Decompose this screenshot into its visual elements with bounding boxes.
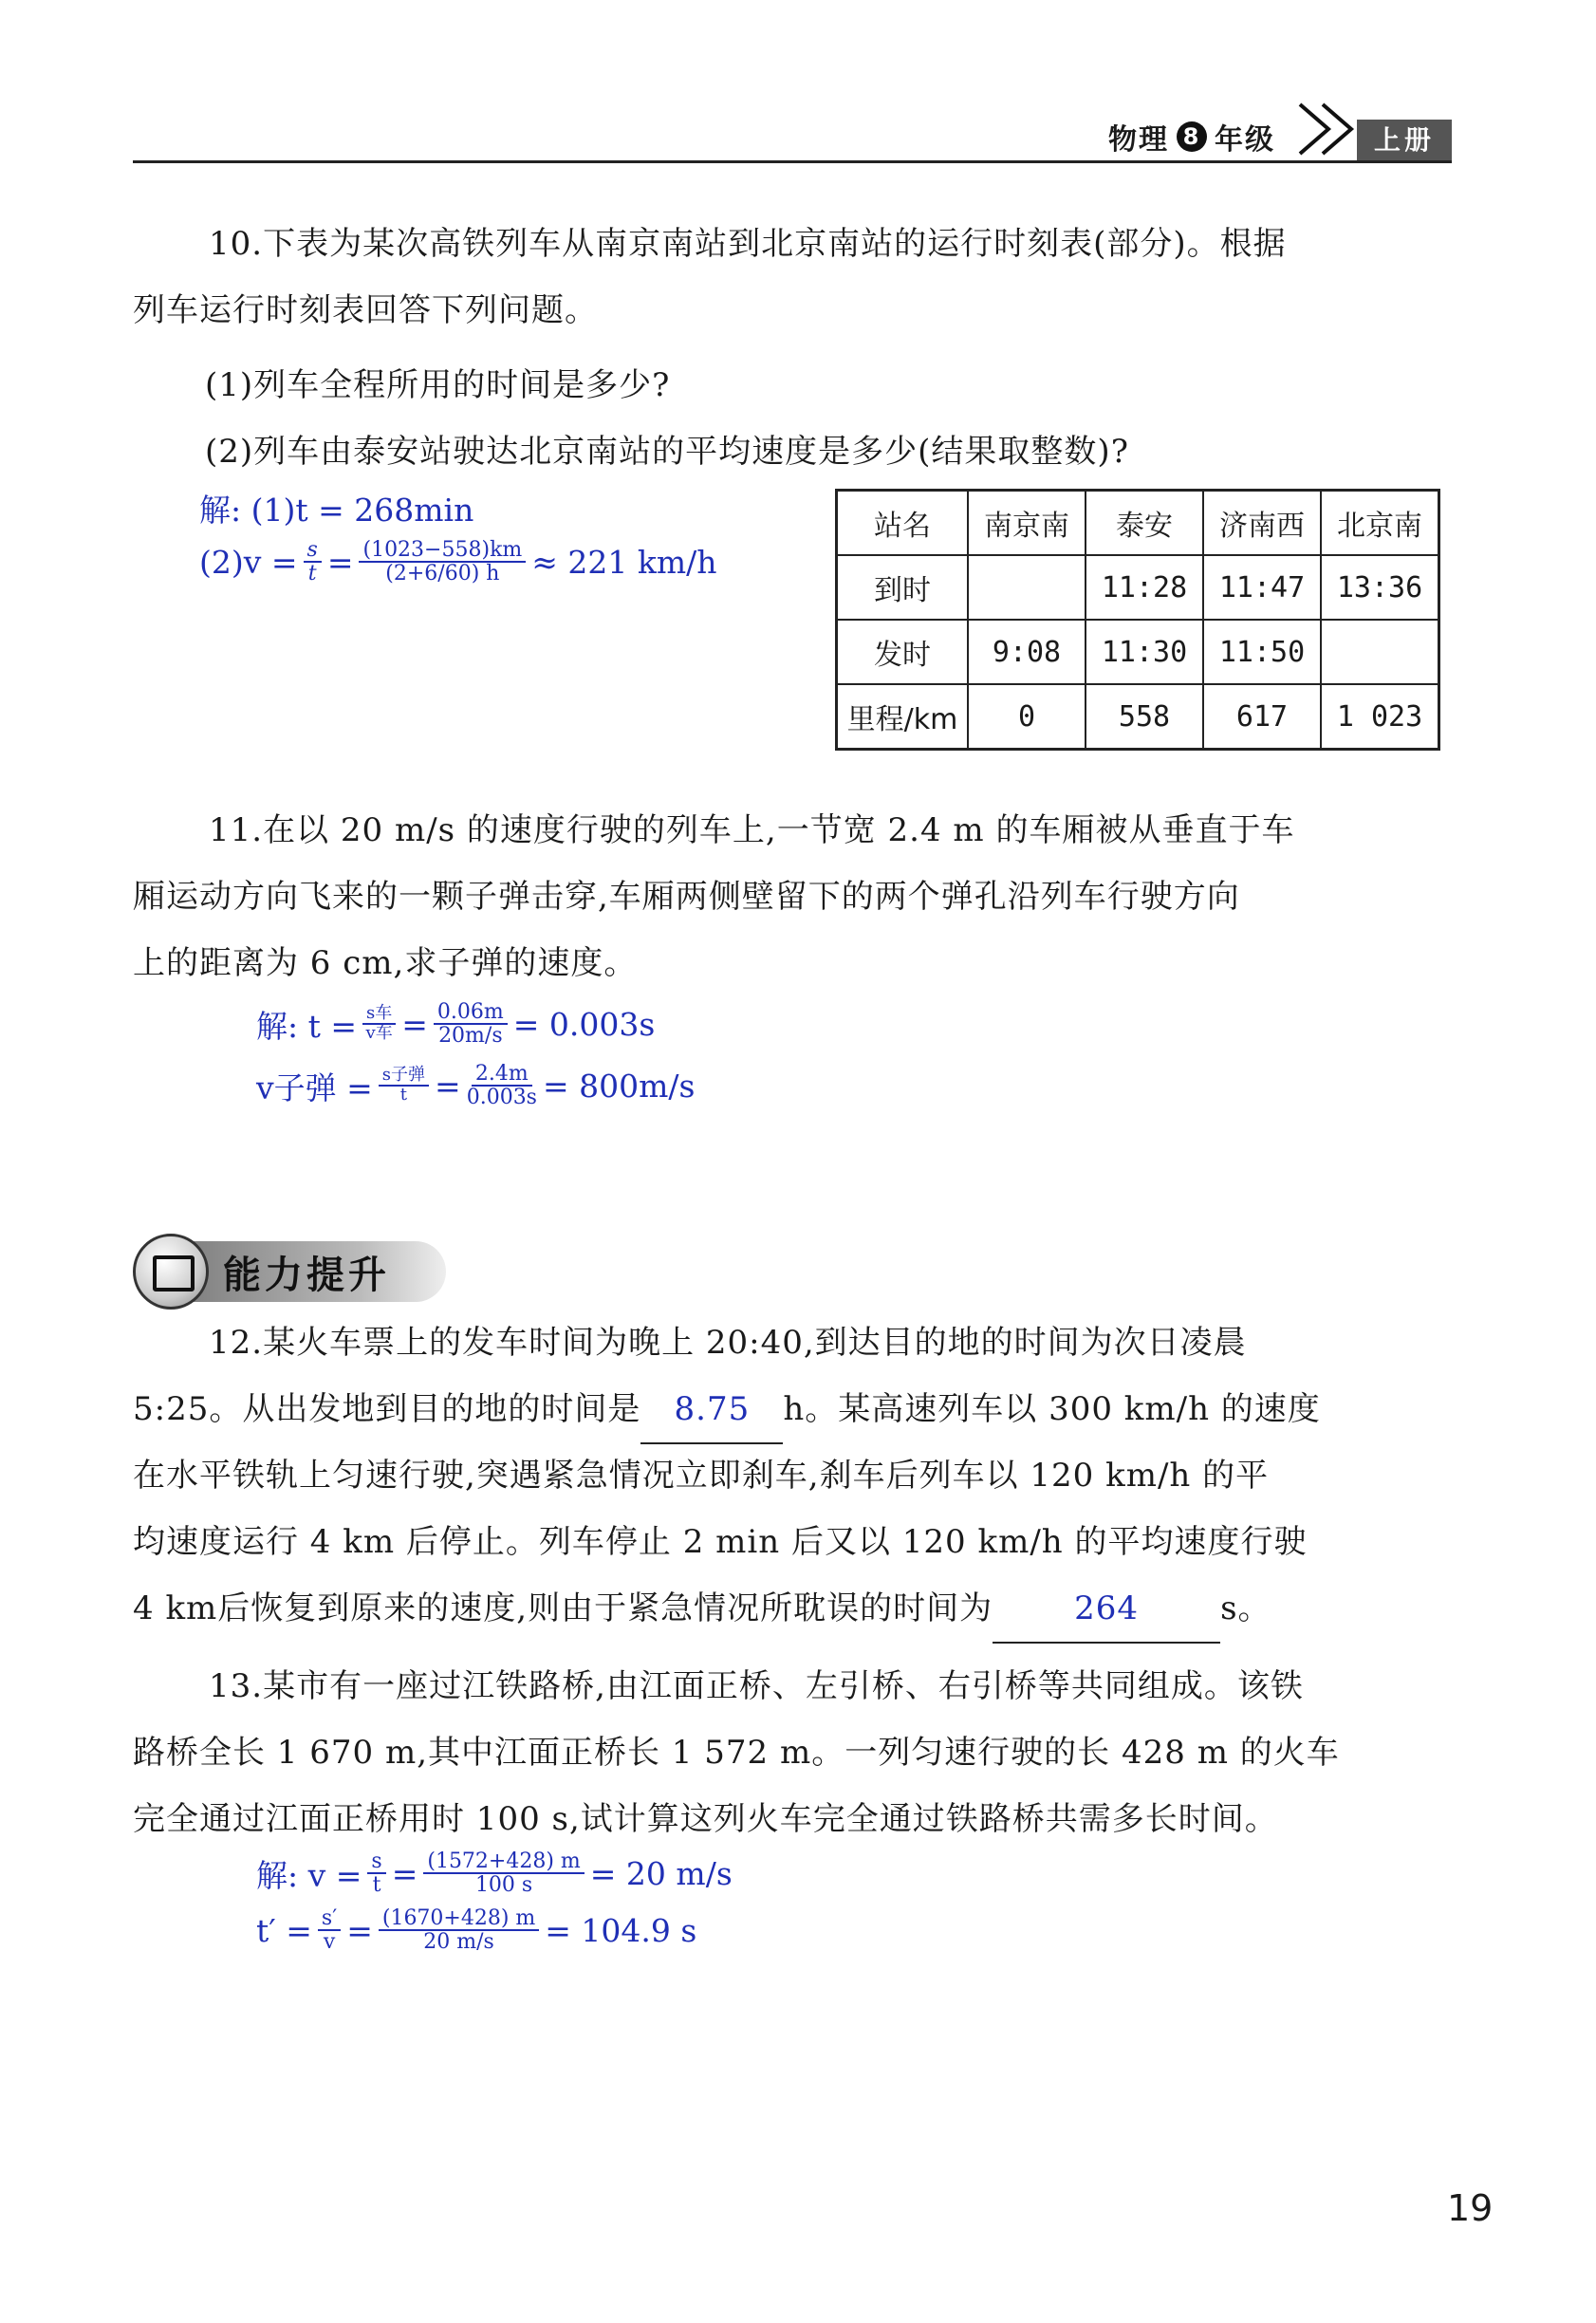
table-row <box>837 620 1439 684</box>
q13-answer1-frac2 <box>423 1850 584 1896</box>
equals-sign: = <box>435 1067 461 1105</box>
table-cell: 1 023 <box>1321 684 1439 750</box>
q11-answer1 <box>256 1001 655 1047</box>
q13-answer2-frac1 <box>318 1907 341 1953</box>
q10-answer2-prefix: (2)v = <box>199 543 298 581</box>
q12-line5 <box>133 1575 1433 1644</box>
frac-denominator: v <box>323 1930 336 1955</box>
book-icon <box>133 1234 209 1310</box>
timetable <box>835 489 1440 751</box>
equals-sign: = <box>401 1005 428 1043</box>
section-title: 能力提升 <box>223 1254 390 1297</box>
frac-numerator: s车 <box>362 1005 396 1025</box>
equals-sign: = <box>326 543 354 581</box>
table-header-cell: 济南西 <box>1203 491 1321 556</box>
q11-answer1-frac2 <box>434 1001 508 1047</box>
table-header-cell: 泰安 <box>1086 491 1203 556</box>
q13-answer1-prefix: 解: v = <box>256 1856 362 1894</box>
frac-denominator: t <box>372 1873 381 1898</box>
q11-answer1-result: = 0.003s <box>512 1005 656 1043</box>
q11-answer1-prefix: 解: t = <box>256 1007 358 1045</box>
frac-numerator: (1572+428) m <box>423 1850 584 1874</box>
section-badge <box>133 1234 441 1310</box>
q12-line5-post: s。 <box>1220 1589 1271 1627</box>
table-cell: 11:28 <box>1086 555 1203 620</box>
q12-line1: 12.某火车票上的发车时间为晚上 20:40,到达目的地的时间为次日凌晨 <box>209 1324 1247 1362</box>
q10-line2: 列车运行时刻表回答下列问题。 <box>133 291 598 329</box>
q12-line4: 均速度运行 4 km 后停止。列车停止 2 min 后又以 120 km/h 的平均速度行驶 <box>133 1523 1308 1561</box>
q13-line1: 13.某市有一座过江铁路桥,由江面正桥、左引桥、右引桥等共同组成。该铁 <box>209 1667 1304 1705</box>
table-header-cell: 北京南 <box>1321 491 1439 556</box>
q13-answer1-result: = 20 m/s <box>589 1854 733 1892</box>
equals-sign: = <box>346 1911 373 1949</box>
frac-denominator: 20 m/s <box>423 1930 494 1955</box>
frac-numerator: (1670+428) m <box>379 1907 539 1931</box>
frac-denominator: 100 s <box>474 1873 533 1898</box>
q11-answer1-frac1 <box>362 1005 396 1043</box>
table-cell <box>1321 620 1439 684</box>
q11-answer2-prefix: v子弹 = <box>256 1069 373 1106</box>
table-cell: 558 <box>1086 684 1203 750</box>
q10-sub1: (1)列车全程所用的时间是多少? <box>205 366 671 404</box>
table-row <box>837 684 1439 750</box>
q12-line3: 在水平铁轨上匀速行驶,突遇紧急情况立即刹车,刹车后列车以 120 km/h 的平 <box>133 1457 1270 1495</box>
q13-line3: 完全通过江面正桥用时 100 s,试计算这列火车完全通过铁路桥共需多长时间。 <box>133 1800 1278 1838</box>
equals-sign: = <box>391 1854 418 1892</box>
q13-answer1-frac1 <box>367 1850 385 1896</box>
table-header-row <box>837 491 1439 556</box>
q10-sub2: (2)列车由泰安站驶达北京南站的平均速度是多少(结果取整数)? <box>205 433 1129 471</box>
frac-numerator: s <box>367 1850 385 1874</box>
q10-answer2-den: (2+6/60) h <box>385 562 500 586</box>
q11-answer2 <box>256 1063 695 1108</box>
answer-blank-1 <box>640 1376 783 1444</box>
table-row <box>837 555 1439 620</box>
table-header-cell: 站名 <box>837 491 969 556</box>
q12-line5-pre: 4 km后恢复到原来的速度,则由于紧急情况所耽误的时间为 <box>133 1589 993 1627</box>
q10-answer2-fraction <box>359 539 526 585</box>
table-cell: 13:36 <box>1321 555 1439 620</box>
q12-line2-pre: 5:25。从出发地到目的地的时间是 <box>133 1390 641 1428</box>
frac-numerator: s′ <box>318 1907 341 1931</box>
frac-denominator: 0.003s <box>466 1086 537 1110</box>
q11-answer2-result: = 800m/s <box>542 1067 696 1105</box>
table-header-cell: 南京南 <box>968 491 1086 556</box>
frac-denominator: v车 <box>365 1023 393 1044</box>
q10-answer2-num: (1023−558)km <box>359 539 526 563</box>
q12-line2-post: h。某高速列车以 300 km/h 的速度 <box>783 1390 1321 1428</box>
table-cell: 9:08 <box>968 620 1086 684</box>
q12-line2 <box>133 1376 1433 1444</box>
q11-line3: 上的距离为 6 cm,求子弹的速度。 <box>133 944 638 982</box>
table-cell: 617 <box>1203 684 1321 750</box>
header-rule <box>133 160 1452 163</box>
table-cell: 11:50 <box>1203 620 1321 684</box>
answer-blank-1-value: 8.75 <box>674 1390 751 1428</box>
table-cell: 里程/km <box>837 684 969 750</box>
subject-label: 物理 <box>1108 123 1169 157</box>
q13-line2: 路桥全长 1 670 m,其中江面正桥长 1 572 m。一列匀速行驶的长 428 m 的火车 <box>133 1734 1340 1772</box>
frac-denominator: 20m/s <box>438 1024 503 1049</box>
fraction-s-over-t: $\frac{s}{t}$ <box>304 539 322 585</box>
q10-answer2-result: ≈ 221 km/h <box>531 543 717 581</box>
volume-label: 上册 <box>1357 120 1452 161</box>
frac-denominator: t <box>399 1085 408 1106</box>
q10-line1: 10.下表为某次高铁列车从南京南站到北京南站的运行时刻表(部分)。根据 <box>209 225 1287 263</box>
grade-label: 年级 <box>1215 123 1275 157</box>
q11-answer2-frac1 <box>379 1067 429 1105</box>
q10-answer2 <box>199 539 717 585</box>
q13-answer2-result: = 104.9 s <box>545 1911 697 1949</box>
frac-numerator: 2.4m <box>472 1063 532 1087</box>
table-cell: 11:47 <box>1203 555 1321 620</box>
table-cell: 发时 <box>837 620 969 684</box>
page-number: 19 <box>1447 2187 1494 2229</box>
frac-numerator: 0.06m <box>434 1001 508 1025</box>
table-cell: 到时 <box>837 555 969 620</box>
page-header <box>133 112 1452 163</box>
subject-grade <box>1108 116 1275 158</box>
q11-line2: 厢运动方向飞来的一颗子弹击穿,车厢两侧壁留下的两个弹孔沿列车行驶方向 <box>133 878 1240 916</box>
answer-blank-2-value: 264 <box>1074 1589 1140 1627</box>
q11-answer2-frac2 <box>467 1063 537 1108</box>
q10-answer1: 解: (1)t = 268min <box>199 492 474 529</box>
q13-answer2-prefix: t′ = <box>256 1911 312 1949</box>
table-cell <box>968 555 1086 620</box>
table-cell: 0 <box>968 684 1086 750</box>
q11-line1: 11.在以 20 m/s 的速度行驶的列车上,一节宽 2.4 m 的车厢被从垂直于车 <box>209 811 1295 849</box>
answer-blank-2 <box>993 1575 1220 1644</box>
grade-number-badge: 8 <box>1177 121 1207 152</box>
q13-answer1 <box>256 1850 733 1896</box>
q13-answer2 <box>256 1907 696 1953</box>
frac-numerator: s子弹 <box>379 1067 429 1087</box>
table-cell: 11:30 <box>1086 620 1203 684</box>
q13-answer2-frac2 <box>379 1907 539 1953</box>
